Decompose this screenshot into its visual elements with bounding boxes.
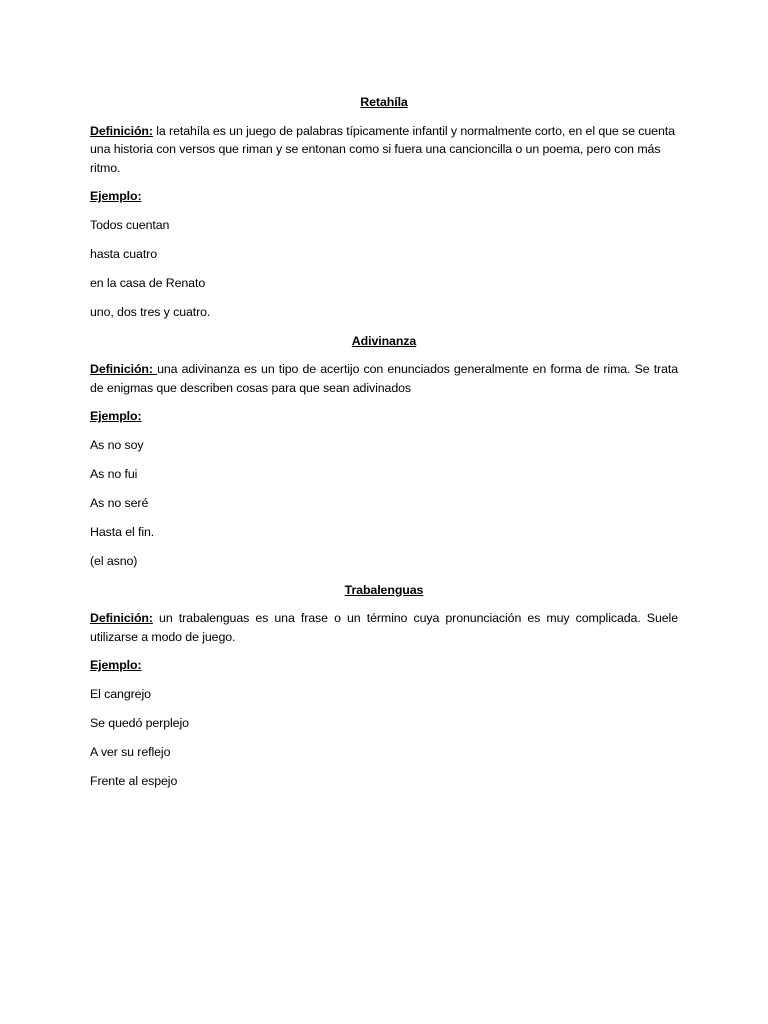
example-line: hasta cuatro xyxy=(90,246,157,261)
example-label-trabalenguas: Ejemplo: xyxy=(90,658,142,672)
definition-adivinanza xyxy=(90,360,678,397)
definition-text: un trabalenguas es una frase o un término cuya pronunciación es muy complicada. Suele utilizarse a modo de juego. xyxy=(90,611,678,644)
definition-label: Definición: xyxy=(90,362,158,376)
definition-retahila xyxy=(90,122,678,178)
example-line: As no seré xyxy=(90,495,149,510)
example-line: El cangrejo xyxy=(90,686,151,701)
example-line: A ver su reflejo xyxy=(90,744,171,759)
section-title-retahila: Retahíla xyxy=(360,95,408,109)
section-title-adivinanza: Adivinanza xyxy=(351,333,417,348)
example-line: Frente al espejo xyxy=(90,773,178,788)
definition-label: Definición: xyxy=(90,611,153,625)
section-title-trabalenguas: Trabalenguas xyxy=(344,582,424,597)
example-line: (el asno) xyxy=(90,553,138,568)
definition-text: una adivinanza es un tipo de acertijo con enunciados generalmente en forma de rima. Se trata de enigmas que describen cosas para que sean adivinados xyxy=(90,362,678,395)
definition-text: la retahíla es un juego de palabras típicamente infantil y normalmente corto, en el que se cuenta una historia con versos que riman y se entonan como si fuera una cancioncilla o un poema, pero con más ritmo. xyxy=(90,123,675,175)
example-line: Hasta el fin. xyxy=(90,524,155,539)
example-line: As no fui xyxy=(90,466,138,481)
example-line: Todos cuentan xyxy=(90,217,170,232)
example-line: Se quedó perplejo xyxy=(90,715,189,730)
definition-trabalenguas xyxy=(90,609,678,646)
example-line: uno, dos tres y cuatro. xyxy=(90,304,211,319)
document-content xyxy=(90,93,678,801)
example-line: As no soy xyxy=(90,437,144,452)
example-line: en la casa de Renato xyxy=(90,275,206,290)
definition-label: Definición: xyxy=(90,123,153,138)
example-label-retahila: Ejemplo: xyxy=(90,189,142,203)
example-label-adivinanza: Ejemplo: xyxy=(90,409,142,423)
